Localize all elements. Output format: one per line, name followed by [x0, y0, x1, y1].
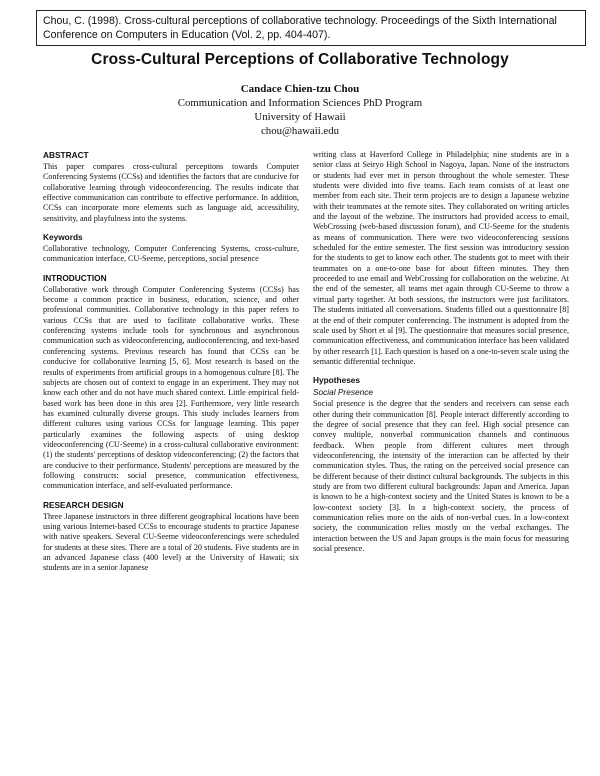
research-design-text-right: writing class at Haverford College in Philadelphia; nine students are in a senior class at Seiryo High School in Nagoya, Japan. None of the instructors or students had ever met in person throughout the whole semester. These students were divided into five teams. Each team consists of at least one member from each site. Their term projects are to design a Japanese webzine with their teammates at the remote sites. They collaborated on writing articles and the layout of the webzine. The instructors had provided access to email, WebCrossing (web-based discussion forum), and CU-Seeme for the students as means of communication. There were two videoconferencing sessions scheduled for the entire semester. The first session was introductory session for the students to get to know each other. The students got to meet with their teammates on a one-to-one base for about fifteen minutes. They then proceeded to use email and WebCrossing for collaboration on the webzine. At the end of the semester, all teams met again through CU-Seeme to throw a virtual party together. At both sessions, the instructors were just facilitators. The students initiated all conversations. Students filled out a questionnaire [8] at the end of their computer conferencing. The instrument is adopted from the scale used by Short et al [9]. The questionnaire that measures social presence, communication effectiveness, and communication interface has been validated by other research [1]. Each question is based on a one-to-seven scale using the semantic differential technique. [313, 150, 569, 366]
left-column [43, 150, 299, 582]
keywords-text: Collaborative technology, Computer Conferencing Systems, cross-culture, communication interface, CU-Seeme, perceptions, social presence [43, 244, 299, 264]
research-design-heading: RESEARCH DESIGN [43, 499, 124, 510]
author-block [0, 82, 600, 138]
hypotheses-text: Social presence is the degree that the senders and receivers can sense each other during their communication [8]. People interact differently according to the degree of social presence that they can feel. High social presence can convey multiple, nonverbal communication channels and continuous feedback. When people from different cultures meet through videoconferencing, the intensity of the interaction can be affected by their communication styles. Thus, the rating on the perceived social presence can be different because of their distinct cultural backgrounds. The subjects in this study are from two different cultural backgrounds: Japan and America. Japan is known to be a high-context society and the United States is known to be a low-context society [3]. In a high-context society, the process of communication relies more on the aids of non-verbal cues. In a low-context society, the communication relies mostly on the verbal exchanges. The interaction between the US and Japan groups is the main focus for measuring social presence. [313, 399, 569, 554]
author-email[interactable]: chou@hawaii.edu [261, 125, 339, 137]
citation-box: Chou, C. (1998). Cross-cultural perceptions of collaborative technology. Proceedings of the Sixth International Conference on Computers in Education (Vol. 2, pp. 404-407). [36, 10, 586, 46]
author-program: Communication and Information Sciences PhD Program [177, 97, 423, 109]
social-presence-subheading: Social Presence [313, 387, 373, 398]
author-name: Candace Chien-tzu Chou [240, 83, 360, 95]
abstract-text: This paper compares cross-cultural perceptions towards Computer Conferencing Systems (CCSs) and identifies the factors that are conducive for collaborative learning through videoconferencing. The results indicate that effective communication can contribute to effective performance. In addition, CCSs can incorporate more elements such as language aid, accessibility, sensitivity, and playfulness into the systems. [43, 162, 299, 223]
right-column [313, 150, 569, 562]
paper-title: Cross-Cultural Perceptions of Collaborative Technology [91, 51, 509, 68]
hypotheses-heading: Hypotheses [313, 375, 361, 386]
research-design-text-left: Three Japanese instructors in three different geographical locations have been using various Internet-based CCSs to encourage students to practice Japanese with native speakers. Several CU-Seeme videoconferencings were scheduled for students at these sites. There are a total of 20 students. Five students are in an advanced Japanese class (400 level) at the University of Hawaii; six students are in a senior Japanese [43, 511, 299, 573]
author-university: University of Hawaii [254, 111, 346, 123]
abstract-heading: ABSTRACT [43, 150, 89, 160]
keywords-heading: Keywords [43, 232, 83, 243]
introduction-heading: INTRODUCTION [43, 272, 107, 283]
introduction-text: Collaborative work through Computer Conferencing Systems (CCSs) has become a common practice in business, education, science, and other professional communities. Collaborative technology in this paper refers to various CCSs that are used to facilitate collaborative works. These conferencing systems include tools for synchronous and asynchronous communication such as videoconferencing, audioconferencing, and text-based conferencing systems. Previous research has found that CCSs can be conducive for collaborative learning [5, 6]. Most research is based on the results of experiments from artificial groups in a homogenous culture [8]. The subjects are chosen out of context to engage in an experiment. They may not know each other and do not have much shared context. Little empirical field-based work has been done in this area [2]. Furthermore, very little research has examined culturally diverse groups. This study includes learners from different cultures using various CCSs for language learning. This paper particularly examines the following aspects of using desktop videoconferencing (CU-Seeme) in a cross-cultural collaborative environment: (1) the students' perceptions of desktop videoconferencing; (2) the factors that are conducive to their performance. Students' perceptions are measured by the following constructs: social presence, communication effectiveness, communication interface, and self-evaluated performance. [43, 284, 299, 491]
